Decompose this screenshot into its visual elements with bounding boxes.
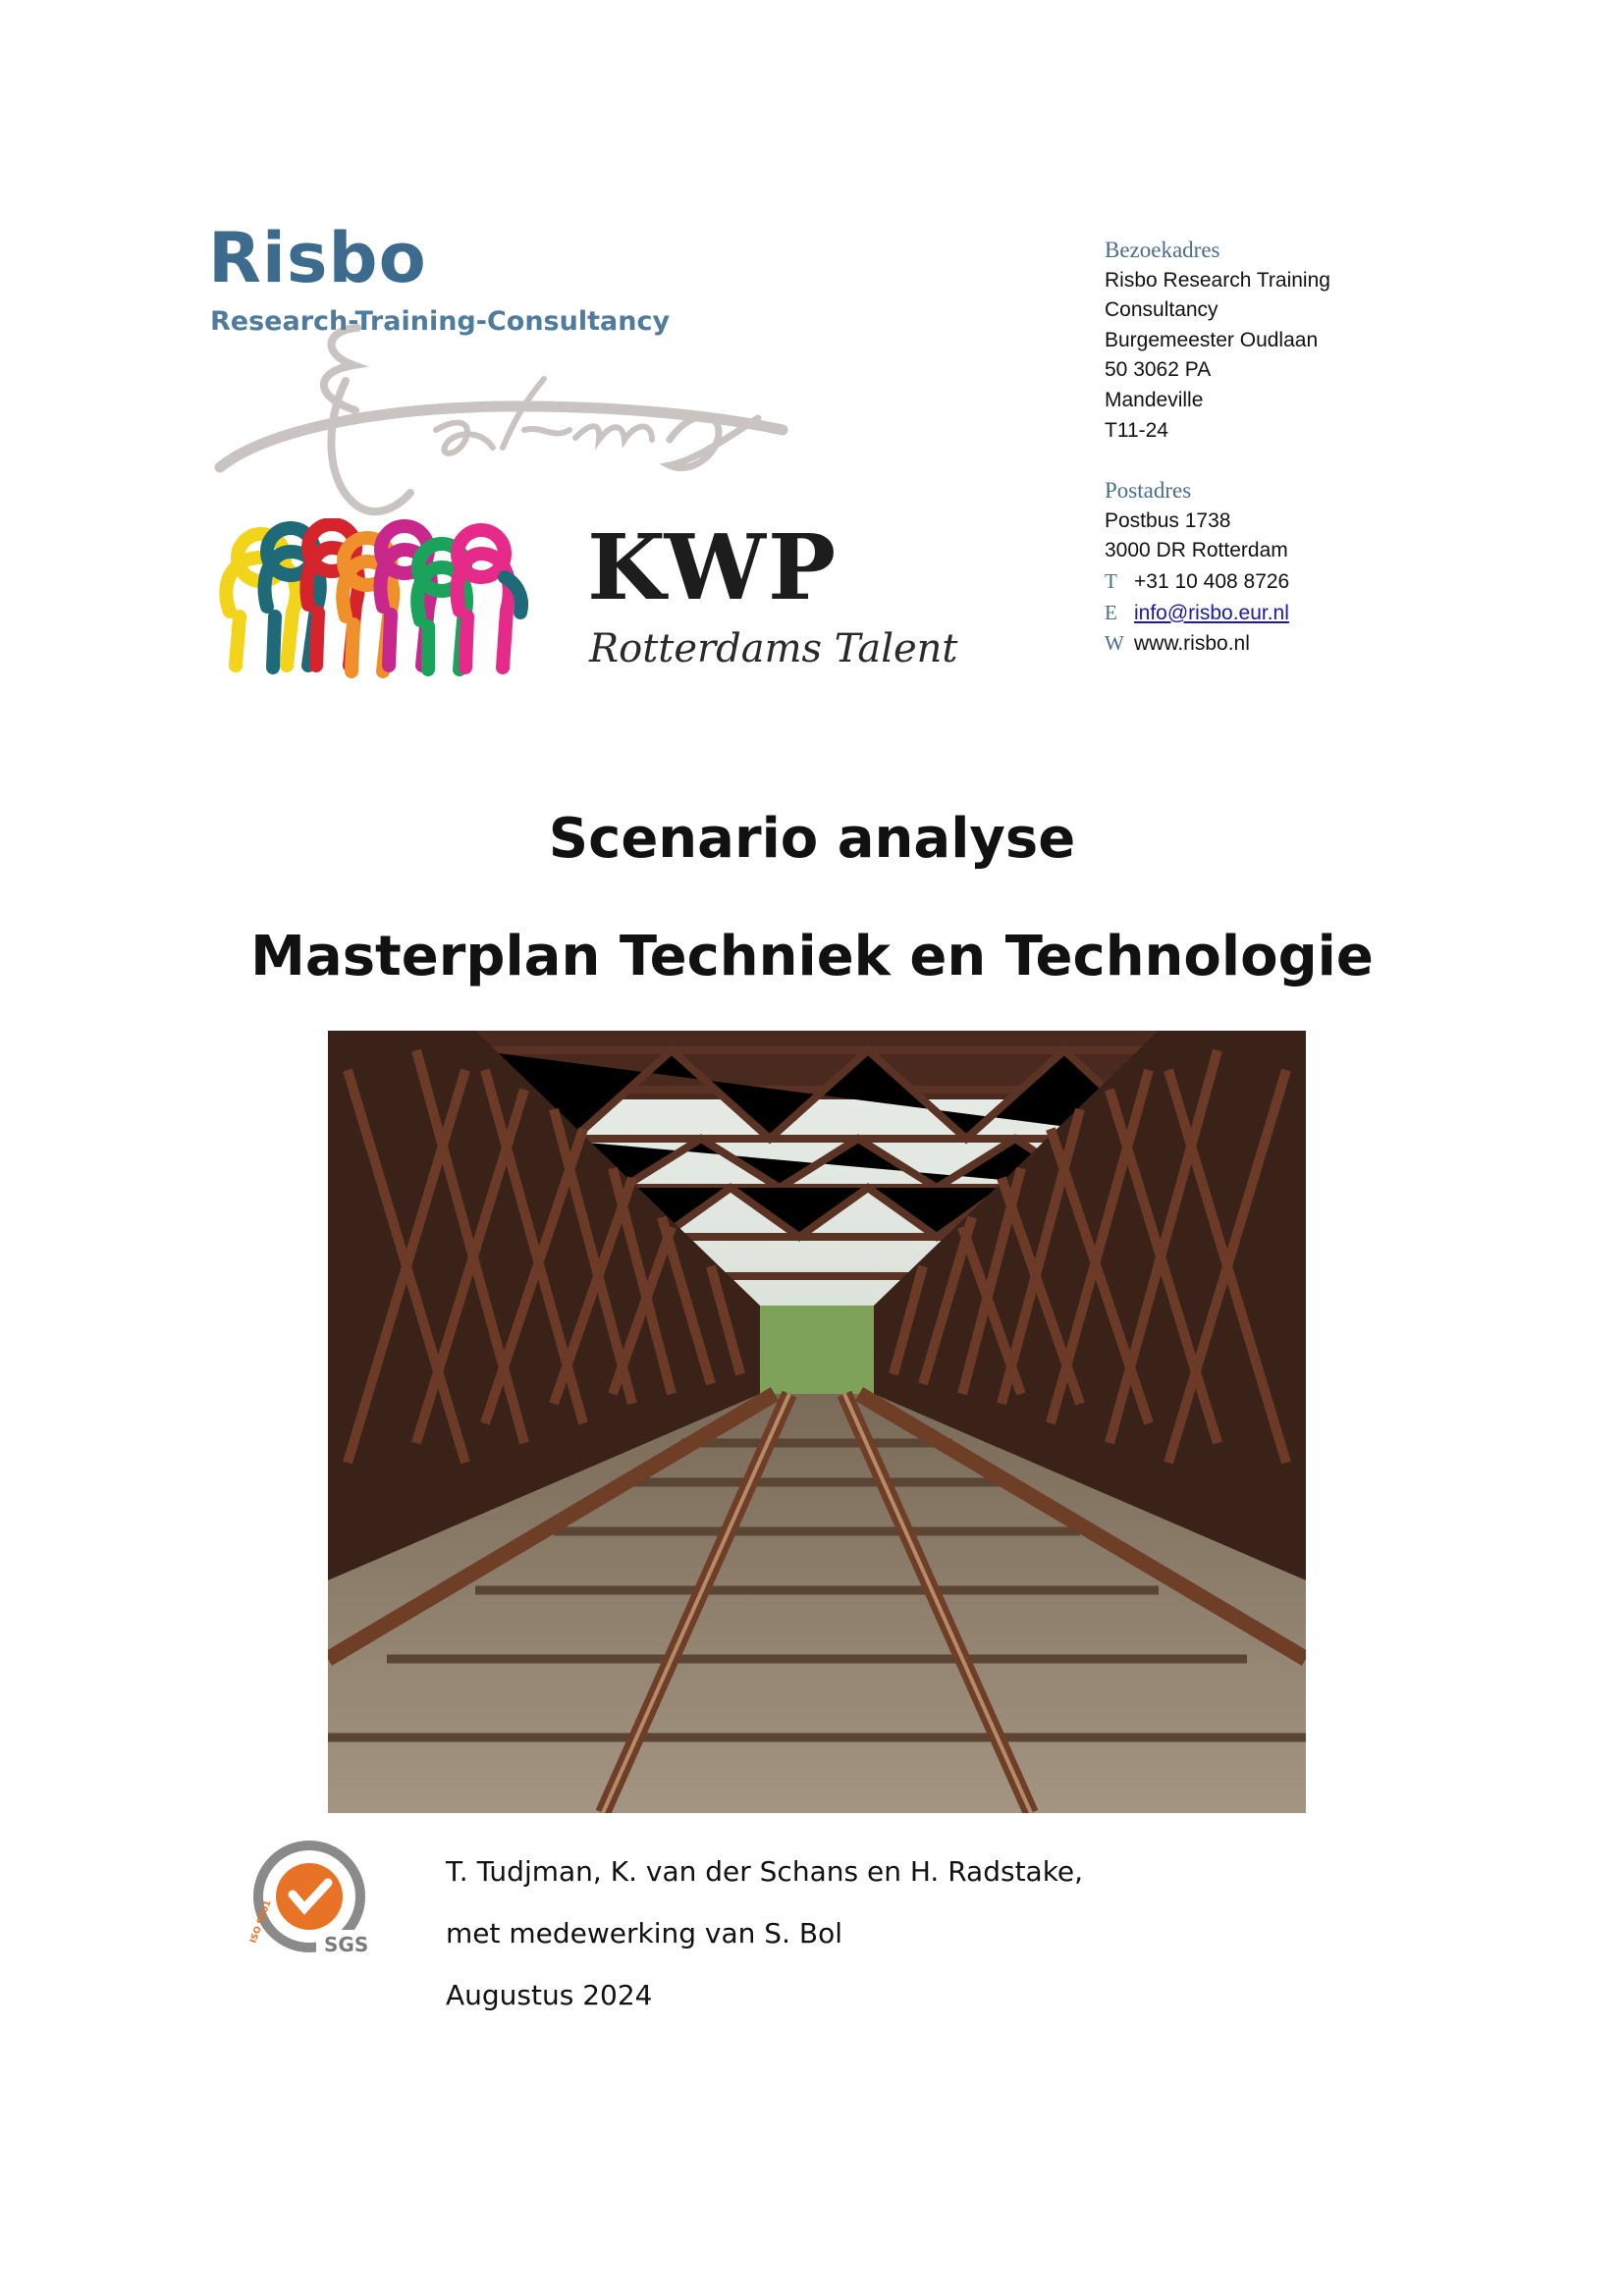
kwp-figures-icon <box>210 518 544 680</box>
document-subtitle: Masterplan Techniek en Technologie <box>250 925 1374 988</box>
kwp-tagline: Rotterdams Talent <box>589 626 958 671</box>
date-line: Augustus 2024 <box>446 1979 653 2011</box>
visit-line: Consultancy <box>1105 298 1218 322</box>
phone-number: +31 10 408 8726 <box>1134 569 1290 593</box>
phone-prefix: T <box>1105 568 1117 593</box>
svg-text:ISO 9001: ISO 9001 <box>248 1898 274 1946</box>
iso-certification-seal-icon <box>245 1836 383 1973</box>
kwp-name: KWP <box>587 514 839 620</box>
risbo-tagline: Research-Training-Consultancy <box>210 306 671 337</box>
visit-line: Burgemeester Oudlaan <box>1105 328 1319 351</box>
risbo-logo <box>208 218 797 489</box>
web-prefix: W <box>1105 631 1124 656</box>
postal-heading: Postadres <box>1105 478 1192 504</box>
email-link[interactable]: info@risbo.eur.nl <box>1134 601 1289 624</box>
svg-text:SGS: SGS <box>324 1933 369 1956</box>
railroad-bridge-image <box>328 1031 1306 1813</box>
email-prefix: E <box>1105 600 1117 624</box>
website: www.risbo.nl <box>1134 632 1250 656</box>
visit-heading: Bezoekadres <box>1105 238 1220 262</box>
contributors-line: met medewerking van S. Bol <box>446 1917 843 1949</box>
phone-row <box>1105 566 1458 598</box>
authors-line: T. Tudjman, K. van der Schans en H. Radstake, <box>446 1855 1084 1888</box>
cover-photo <box>328 1031 1306 1813</box>
postal-line: Postbus 1738 <box>1105 508 1231 532</box>
postal-line: 3000 DR Rotterdam <box>1105 539 1288 562</box>
email-row <box>1105 598 1458 629</box>
credits-block <box>446 1841 1083 2026</box>
visit-line: Risbo Research Training <box>1105 268 1330 292</box>
document-title: Scenario analyse <box>548 807 1076 871</box>
address-block <box>1105 236 1458 660</box>
web-row <box>1105 628 1458 660</box>
risbo-name: Risbo <box>208 218 427 298</box>
visit-line: 50 3062 PA <box>1105 358 1212 382</box>
visit-line: T11-24 <box>1105 418 1168 442</box>
visit-line: Mandeville <box>1105 388 1204 411</box>
